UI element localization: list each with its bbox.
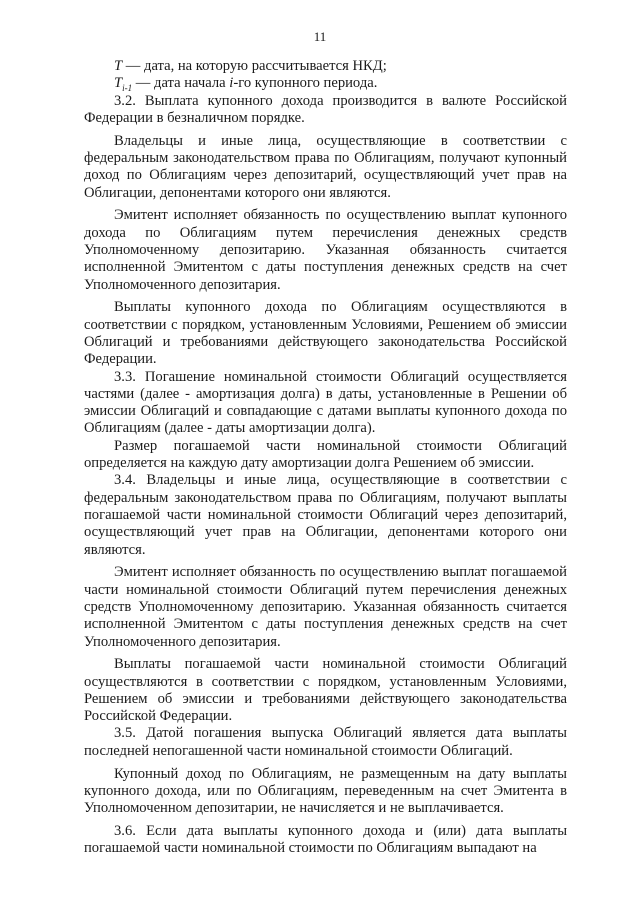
paragraph-principal-obligation: Эмитент исполняет обязанность по осуществлению выплат погашаемой части номинальной стоимости Облигаций путем перечисления денежных средств Уполномоченному депозитарию. Указанная обязанность считается исполненной Эмитентом с даты поступления денежных средств на счет Уполномоченного депозитария. [84, 564, 567, 650]
definition-t-i-1-var: i [229, 75, 234, 92]
page-number: 11 [313, 29, 327, 44]
document-body [84, 58, 567, 858]
paragraph-coupon-payment-order: Выплаты купонного дохода по Облигациям осуществляются в соответствии с порядком, установленным Условиями, Решением об эмиссии Облигаций и требованиями действующего законодательства Российской Федерации. [84, 299, 567, 368]
paragraph-amortization-size: Размер погашаемой части номинальной стоимости Облигаций определяется на каждую дату амортизации долга Решением об эмиссии. [84, 437, 567, 472]
paragraph-3-3: 3.3. Погашение номинальной стоимости Облигаций осуществляется частями (далее - амортизация долга) в даты, установленные в Решении об эмиссии Облигаций и совпадающие с датами выплаты купонного дохода по Облигациям (далее - даты амортизации долга). [84, 368, 567, 437]
definition-t-i-1-text-before: — дата начала [132, 75, 230, 92]
paragraph-3-5: 3.5. Датой погашения выпуска Облигаций является дата выплаты последней непогашенной части номинальной стоимости Облигаций. [84, 725, 567, 759]
definition-t-i-1 [84, 75, 567, 92]
paragraph-coupon-obligation: Эмитент исполняет обязанность по осуществлению выплат купонного дохода по Облигациям путем перечисления денежных средств Уполномоченному депозитарию. Указанная обязанность считается исполненной Эмитентом с даты поступления денежных средств на счет Уполномоченного депозитария. [84, 207, 567, 293]
definition-t-i-1-text-after: -го купонного периода. [233, 75, 378, 92]
definition-t-i-1-subscript: i-1 [122, 83, 133, 94]
paragraph-3-2: 3.2. Выплата купонного дохода производится в валюте Российской Федерации в безналичном порядке. [84, 92, 567, 126]
paragraph-unplaced-bonds: Купонный доход по Облигациям, не размещенным на дату выплаты купонного дохода, или по Облигациям, переведенным на счет Эмитента в Уполномоченном депозитарии, не начисляется и не выплачивается. [84, 765, 567, 817]
paragraph-coupon-receipt: Владельцы и иные лица, осуществляющие в соответствии с федеральным законодательством права по Облигациям, получают купонный доход по Облигациям через депозитарий, осуществляющий учет прав на Облигации, депонентами которого они являются. [84, 132, 567, 201]
definition-t-i-1-symbol: $T_{i-1}$ [114, 75, 133, 94]
definition-t-symbol: T [114, 58, 123, 74]
paragraph-principal-payment-order: Выплаты погашаемой части номинальной стоимости Облигаций осуществляются в соответствии с порядком, установленным Условиями, Решением об эмиссии и требованиями действующего законодательства Российской Федерации. [84, 656, 567, 725]
definition-t-text: — дата, на которую рассчитывается НКД; [122, 58, 387, 74]
definition-t [84, 58, 567, 75]
paragraph-3-4: 3.4. Владельцы и иные лица, осуществляющие в соответствии с федеральным законодательством права по Облигациям, получают выплаты погашаемой части номинальной стоимости Облигаций через депозитарий, осуществляющий учет прав на Облигации, депонентами которого они являются. [84, 472, 567, 558]
paragraph-3-6: 3.6. Если дата выплаты купонного дохода и (или) дата выплаты погашаемой части номинальной стоимости по Облигациям выпадают на [84, 822, 567, 857]
